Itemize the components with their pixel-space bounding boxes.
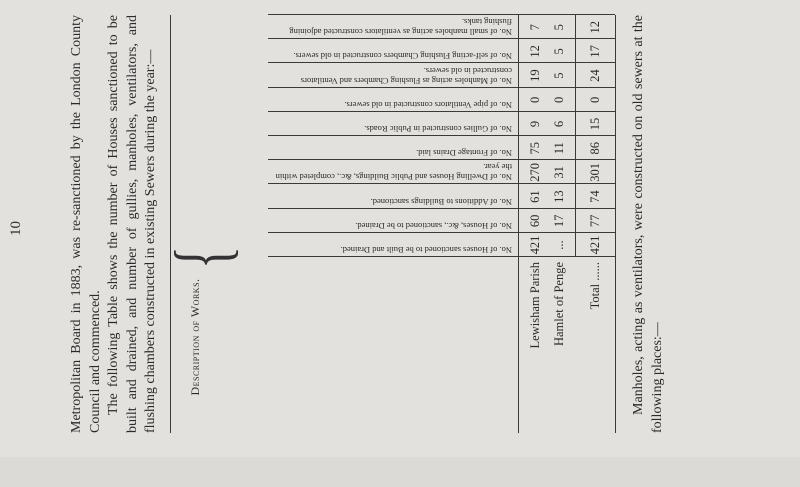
total-cell: 301 — [588, 163, 602, 182]
table-top-rule — [170, 15, 171, 433]
intro-paragraph-2: The following Table shows the number of Houses sanctioned to be built and drained, and number of gullies, manholes, ventilators, and flushing chambers constructed in existing Sewers during the year:— — [106, 15, 158, 433]
table-cell: 61 — [528, 190, 542, 203]
intro-paragraph-1: Metropolitan Board in 1883, was re-sanctioned by the London County Council and commenced. — [69, 15, 103, 433]
column-header: No. of Houses, &c., sanctioned to be Drained. — [355, 220, 512, 231]
total-cell: 17 — [588, 45, 602, 58]
column-header: No. of Dwelling Houses and Public Buildings, &c., completed within the year. — [275, 162, 512, 183]
stub-header: Description of Works. — [188, 278, 202, 396]
table-cell: 0 — [528, 96, 542, 103]
table-cell: 19 — [528, 69, 542, 82]
table-cell: 17 — [552, 214, 566, 228]
total-rule — [575, 15, 576, 257]
total-cell: 74 — [588, 190, 602, 203]
intro-text — [68, 15, 161, 433]
column-header: No. of Additions to Buildings sanctioned. — [370, 196, 512, 207]
column-header: No. of self-acting Flushing Chambers constructed in old sewers. — [293, 51, 512, 62]
table-cell: 270 — [528, 163, 542, 182]
header-rule — [518, 15, 519, 433]
table-cell: 9 — [528, 120, 542, 128]
table-cell: 60 — [528, 214, 542, 228]
closing-text: Manholes, acting as ventilators, were constructed on old sewers at the following places:— — [631, 15, 665, 433]
total-cell: 0 — [588, 96, 602, 103]
total-label: Total ...... — [588, 262, 602, 310]
table-cell: ... — [552, 240, 566, 250]
table-bottom-rule — [615, 15, 616, 433]
table-cell: 5 — [552, 24, 566, 31]
table-cell: 7 — [528, 24, 542, 31]
brace-icon: { — [160, 245, 245, 269]
page-number: 10 — [8, 221, 24, 236]
table-cell: 13 — [552, 190, 566, 203]
total-cell: 12 — [588, 20, 602, 34]
table-cell: 421 — [528, 235, 542, 255]
table-cell: 75 — [528, 141, 542, 155]
column-header: No. of small manholes acting as ventilators constructed adjoining flushing tanks. — [289, 17, 512, 38]
table-cell: 6 — [552, 120, 566, 128]
table-cell: 5 — [552, 48, 566, 55]
table-cell: 5 — [552, 72, 566, 79]
row-label: Lewisham Parish — [528, 262, 542, 349]
table-cell: 0 — [552, 96, 566, 103]
total-cell: 77 — [588, 214, 602, 228]
table-cell: 31 — [552, 166, 566, 179]
column-header: No. of Manholes acting as Flushing Chambers and Ventilators constructed in old sewers. — [300, 66, 512, 86]
total-cell: 86 — [588, 141, 602, 155]
total-cell: 24 — [588, 69, 602, 82]
column-header: No. of pipe Ventilators constructed in old sewers. — [344, 99, 512, 110]
column-header: No. of Frontage Drains laid. — [416, 148, 512, 159]
row-label: Hamlet of Penge — [552, 262, 566, 347]
column-header: No. of Gullies constructed in Public Roads. — [364, 124, 512, 134]
total-cell: 421 — [588, 235, 602, 255]
column-header: No. of Houses sanctioned to be Built and Drained. — [340, 245, 512, 255]
table-cell: 11 — [552, 142, 566, 155]
table-cell: 12 — [528, 45, 542, 58]
total-cell: 15 — [588, 117, 602, 131]
